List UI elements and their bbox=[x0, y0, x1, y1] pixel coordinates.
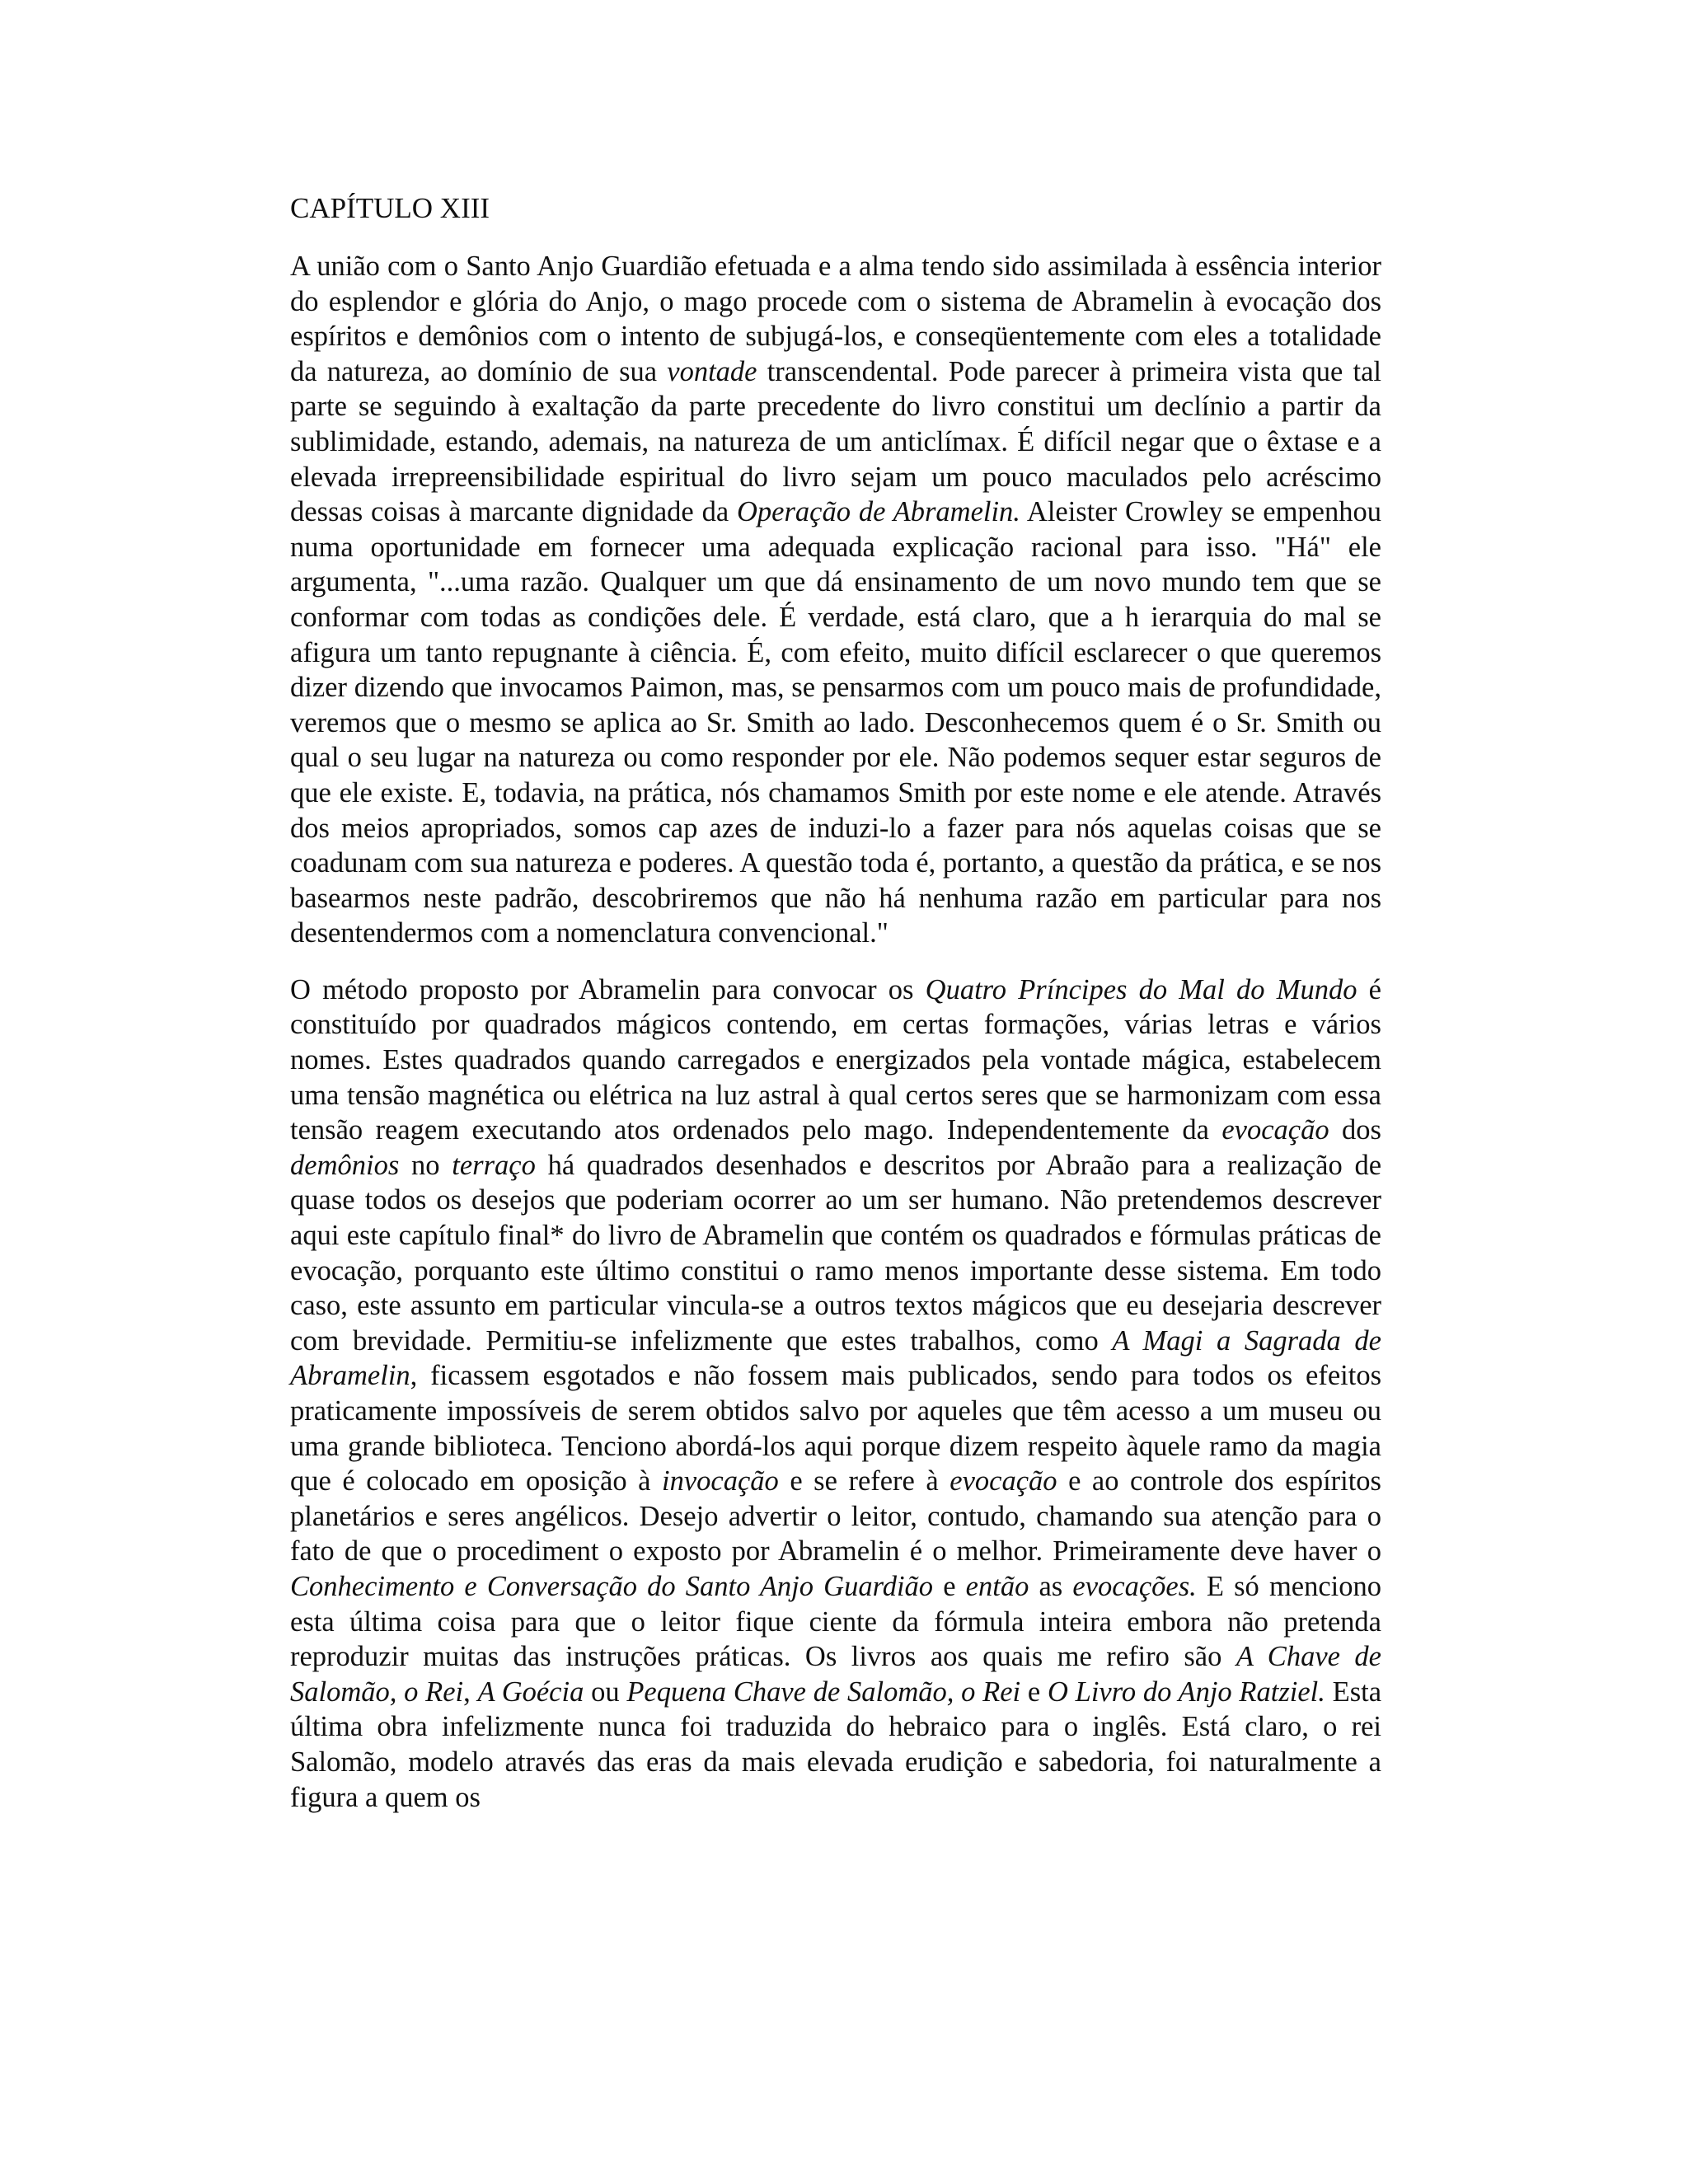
paragraph-text: O método proposto por Abramelin para convocar os bbox=[290, 973, 926, 1005]
italic-text: invocação bbox=[662, 1465, 779, 1497]
italic-text: O Livro do Anjo Ratziel. bbox=[1047, 1675, 1325, 1708]
paragraph-text: é constituído por quadrados mágicos contendo, em certas formações, várias letras e vários nomes. Estes quadrados quando carregados e energizados pela vontade mágica, estabelecem uma tensão magnética ou elétrica na luz astral à qual certos seres que se harmonizam com essa tensão reagem executando atos ordenados pelo mago. Independentemente da bbox=[290, 973, 1381, 1146]
italic-text: Quatro Príncipes do Mal do Mundo bbox=[925, 973, 1357, 1005]
paragraph-text: e bbox=[933, 1570, 966, 1602]
paragraph-2 bbox=[290, 972, 1381, 1815]
paragraph-text: há quadrados desenhados e descritos por Abraão para a realização de quase todos os desejos que poderiam ocorrer ao um ser humano. Não pretendemos descrever aqui este capítulo final* do livro de Abramelin que contém os quadrados e fórmulas práticas de evocação, porquanto este último constitui o ramo menos importante desse sistema. Em todo caso, este assunto em particular vincula-se a outros textos mágicos que eu desejaria descrever com brevidade. Permitiu-se infelizmente que estes trabalhos, como bbox=[290, 1149, 1382, 1357]
paragraph-text: as bbox=[1029, 1570, 1073, 1602]
paragraph-text: dos bbox=[1329, 1114, 1381, 1146]
paragraph-text: e ao controle dos espíritos planetários e seres angélicos. Desejo advertir o leitor, contudo, chamando sua atenção para o fato de que o procediment o exposto por Abramelin é o melhor. Primeiramente deve haver o bbox=[290, 1465, 1381, 1568]
paragraph-text: , ficassem esgotados e não fossem mais publicados, sendo para todos os efeitos praticamente impossíveis de serem obtidos salvo por aqueles que têm acesso a um museu ou uma grande biblioteca. Tenciono abordá-los aqui porque dizem respeito àquele ramo da magia que é colocado em oposição à bbox=[290, 1360, 1381, 1497]
paragraph-text: no bbox=[399, 1149, 452, 1181]
italic-text: A Goécia bbox=[477, 1675, 584, 1708]
italic-text: Operação de Abramelin. bbox=[737, 496, 1020, 528]
italic-text: então bbox=[965, 1570, 1029, 1602]
paragraph-text: , bbox=[463, 1675, 478, 1708]
italic-text: Pequena Chave de Salomão, o Rei bbox=[626, 1675, 1021, 1708]
italic-text: evocação bbox=[1221, 1114, 1329, 1146]
italic-text: terraço bbox=[452, 1149, 536, 1181]
paragraph-text: E só menciono esta última coisa para que o leitor fique ciente da fórmula inteira embora não pretenda reproduzir muitas das instruções práticas. Os livros aos quais me refiro são bbox=[290, 1570, 1381, 1673]
italic-text: Conhecimento e Conversação do Santo Anjo Guardião bbox=[290, 1570, 934, 1602]
body-text bbox=[290, 249, 1381, 1815]
italic-text: demônios bbox=[290, 1149, 400, 1181]
paragraph-text: Aleister Crowley se empenhou numa oportunidade em fornecer uma adequada explicação racional para isso. "Há" ele argumenta, "...uma razão. Qualquer um que dá ensinamento de um novo mundo tem que se conformar com todas as condições dele. É verdade, está claro, que a h ierarquia do mal se afigura um tanto repugnante à ciência. É, com efeito, muito difícil esclarecer o que queremos dizer dizendo que invocamos Paimon, mas, se pensarmos com um pouco mais de profundidade, veremos que o mesmo se aplica ao Sr. Smith ao lado. Desconhecemos quem é o Sr. Smith ou qual o seu lugar na natureza ou como responder por ele. Não podemos sequer estar seguros de que ele existe. E, todavia, na prática, nós chamamos Smith por este nome e ele atende. Através dos meios apropriados, somos cap azes de induzi-lo a fazer para nós aquelas coisas que se coadunam com sua natureza e poderes. A questão toda é, portanto, a questão da prática, e se nos basearmos neste padrão, descobriremos que não há nenhuma razão em particular para nos desentendermos com a nomenclatura convencional." bbox=[290, 496, 1381, 949]
page-content bbox=[290, 191, 1381, 1836]
paragraph-1 bbox=[290, 249, 1381, 951]
paragraph-text: transcendental. Pode parecer à primeira vista que tal parte se seguindo à exaltação da parte precedente do livro constitui um declínio a partir da sublimidade, estando, ademais, na natureza de um anticlímax. É difícil negar que o êxtase e a elevada irrepreensibilidade espiritual do livro sejam um pouco maculados pelo acréscimo dessas coisas à marcante dignidade da bbox=[290, 355, 1381, 528]
paragraph-text: A união com o Santo Anjo Guardião efetuada e a alma tendo sido assimilada à essência interior do esplendor e glória do Anjo, o mago procede com o sistema de Abramelin à evocação dos espíritos e demônios com o intento de subjugá-los, e conseqüentemente com eles a totalidade da natureza, ao domínio de sua bbox=[290, 251, 1381, 387]
paragraph-text: e bbox=[1020, 1675, 1048, 1708]
italic-text: vontade bbox=[667, 355, 757, 387]
paragraph-text: e se refere à bbox=[778, 1465, 950, 1497]
italic-text: evocações. bbox=[1072, 1570, 1197, 1602]
paragraph-text: Esta última obra infelizmente nunca foi traduzida do hebraico para o inglês. Está claro, o rei Salomão, modelo através das eras da mais elevada erudição e sabedoria, foi naturalmente a figura a quem os bbox=[290, 1675, 1382, 1813]
paragraph-text: ou bbox=[584, 1675, 627, 1708]
italic-text: A Chave de Salomão, o Rei bbox=[290, 1641, 1381, 1708]
chapter-title: CAPÍTULO XIII bbox=[290, 192, 490, 224]
italic-text: A Magi a Sagrada de Abramelin bbox=[290, 1324, 1381, 1392]
italic-text: evocação bbox=[950, 1465, 1057, 1497]
